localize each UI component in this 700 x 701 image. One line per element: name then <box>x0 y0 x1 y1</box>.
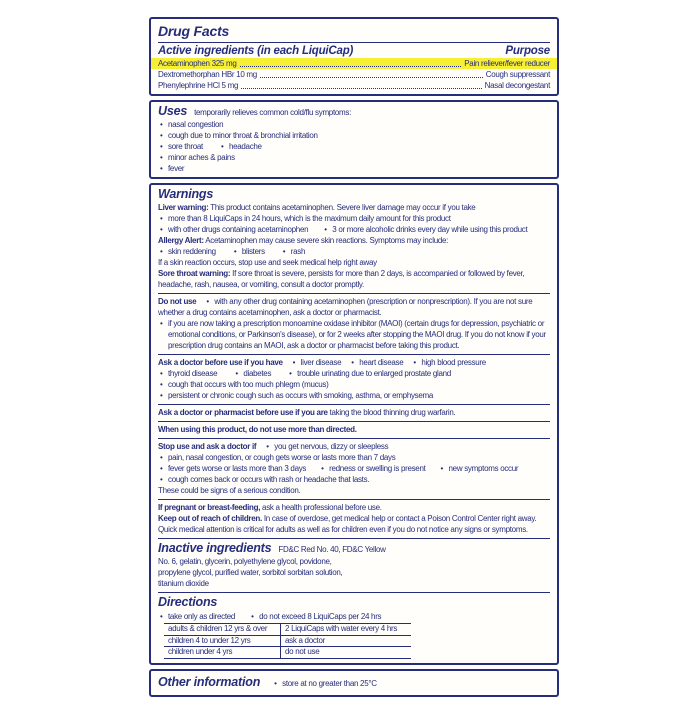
stop-use-item: • fever gets worse or lasts more than 3 days <box>158 463 306 474</box>
keep-out-text: In case of overdose, get medical help or contact a Poison Control Center right away. Quick medical attention is critical for adults as well as for children even if you do not notice any signs or symptoms. <box>158 514 537 534</box>
purpose-heading: Purpose <box>505 45 550 57</box>
ingredient-purpose: Nasal decongestant <box>484 81 550 90</box>
divider <box>158 592 550 593</box>
uses-bullet: • headache <box>219 141 262 152</box>
allergy-alert-text: Acetaminophen may cause severe skin reactions. Symptoms may include: <box>203 236 449 245</box>
condition-item: • heart disease <box>349 358 403 367</box>
uses-heading: Uses <box>158 104 188 118</box>
allergy-alert <box>158 235 550 246</box>
dosage-row <box>164 646 411 659</box>
do-not-use <box>158 296 550 318</box>
stop-use-item: • cough comes back or occurs with rash or headache that lasts. <box>158 474 550 485</box>
condition-item: • persistent or chronic cough such as occurs with smoking, asthma, or emphysema <box>158 390 550 401</box>
allergy-bullet-row <box>158 246 550 257</box>
inactive-ingredients-line: FD&C Red No. 40, FD&C Yellow <box>278 545 386 554</box>
liver-bullet-row <box>158 224 550 235</box>
pregnant-line <box>158 502 550 513</box>
dosage-amount: do not use <box>280 647 411 658</box>
skin-reaction-note: If a skin reaction occurs, stop use and seek medical help right away <box>158 258 377 267</box>
storage-bullet: • store at no greater than 25°C <box>272 678 377 689</box>
directions-bullet: • do not exceed 8 LiquiCaps per 24 hrs <box>249 611 381 622</box>
allergy-bullet: • blisters <box>232 246 265 257</box>
ingredient-row-phenylephrine <box>151 80 557 91</box>
active-ingredients-header <box>158 43 550 58</box>
dosage-who: adults & children 12 yrs & over <box>168 624 268 633</box>
stop-use-line <box>158 441 550 452</box>
condition-item: • thyroid disease <box>158 368 217 379</box>
ingredient-name: Acetaminophen 325 mg <box>158 59 237 68</box>
drug-facts-panel <box>149 17 559 701</box>
directions-heading: Directions <box>158 595 218 609</box>
ask-pharmacist-text: taking the blood thinning drug warfarin. <box>327 408 456 417</box>
dosage-row <box>164 635 411 647</box>
stop-use-lead: Stop use and ask a doctor if <box>158 442 257 451</box>
uses-bullet: • nasal congestion <box>158 119 550 130</box>
inactive-ingredients-line: titanium dioxide <box>158 579 209 588</box>
other-information-row <box>158 673 550 692</box>
uses-bullet: • sore throat <box>158 141 203 152</box>
dosage-row <box>164 623 411 635</box>
divider <box>158 293 550 294</box>
liver-warning-text: This product contains acetaminophen. Severe liver damage may occur if you take <box>208 203 476 212</box>
dosage-who: children 4 to under 12 yrs <box>168 635 251 645</box>
drug-facts-title: Drug Facts <box>158 21 550 43</box>
stop-use-item: • redness or swelling is present <box>319 463 425 474</box>
condition-item: • liver disease <box>291 358 342 367</box>
ask-pharmacist-lead: Ask a doctor or pharmacist before use if you are <box>158 408 328 417</box>
stop-use-bullet-row <box>158 463 550 474</box>
ingredient-name: Phenylephrine HCl 5 mg <box>158 81 239 90</box>
condition-item: • diabetes <box>233 368 271 379</box>
keep-out-of-reach <box>158 513 550 535</box>
dosage-who: children under 4 yrs <box>168 647 233 656</box>
divider <box>158 499 550 500</box>
liver-warning <box>158 202 550 213</box>
divider <box>158 438 550 439</box>
dotted-leader <box>260 77 483 78</box>
inactive-ingredients-heading: Inactive ingredients <box>158 541 272 555</box>
sore-throat-warning <box>158 268 550 290</box>
divider <box>158 404 550 405</box>
stop-use-item: • you get nervous, dizzy or sleepless <box>264 442 388 451</box>
ask-doctor-line <box>158 357 550 368</box>
maoi-bullet: • if you are now taking a prescription monoamine oxidase inhibitor (MAOI) (certain drugs for depression, psychiatric or emotional conditions, or Parkinson's disease), or for 2 weeks after stopping the MAOI drug. If you do not know if your prescription drug contains an MAOI, ask a doctor or pharmacist before taking this product. <box>158 318 550 351</box>
do-not-use-text: • with any other drug containing acetaminophen (prescription or nonprescription). If you are not sure whether a drug contains acetaminophen, ask a doctor or pharmacist. <box>158 297 532 317</box>
ingredient-purpose: Pain reliever/fever reducer <box>464 59 550 68</box>
uses-intro: temporarily relieves common cold/flu symptoms: <box>194 108 352 117</box>
divider <box>158 354 550 355</box>
section-other-information <box>149 669 559 697</box>
ask-doctor-bullet-row <box>158 368 550 379</box>
dotted-leader <box>241 88 482 89</box>
uses-bullet: • minor aches & pains <box>158 152 550 163</box>
divider <box>158 538 550 539</box>
liver-bullet: • more than 8 LiquiCaps in 24 hours, which is the maximum daily amount for this product <box>158 213 550 224</box>
inactive-ingredients-header <box>158 541 550 556</box>
inactive-ingredients-line: No. 6, gelatin, glycerin, polyethylene glycol, povidone, <box>158 557 332 566</box>
divider <box>158 421 550 422</box>
condition-item: • high blood pressure <box>411 358 486 367</box>
when-using-line: When using this product, do not use more than directed. <box>158 425 357 434</box>
section-uses <box>149 100 559 179</box>
directions-bullet: • take only as directed <box>158 611 235 622</box>
pregnant-lead: If pregnant or breast-feeding, <box>158 503 261 512</box>
uses-header <box>158 104 550 119</box>
ingredient-row-dextromethorphan <box>151 69 557 80</box>
ask-doctor-lead: Ask a doctor before use if you have <box>158 358 283 367</box>
condition-item: • trouble urinating due to enlarged prostate gland <box>287 368 451 379</box>
uses-bullet: • fever <box>158 163 550 174</box>
allergy-bullet: • rash <box>281 246 305 257</box>
uses-bullet-row <box>158 141 550 152</box>
inactive-ingredients-line: propylene glycol, purified water, sorbitol sorbitan solution, <box>158 568 343 577</box>
stop-use-item: • pain, nasal congestion, or cough gets worse or lasts more than 7 days <box>158 452 550 463</box>
dosage-amount: ask a doctor <box>280 636 411 647</box>
do-not-use-lead: Do not use <box>158 297 197 306</box>
liver-bullet: • 3 or more alcoholic drinks every day while using this product <box>322 224 527 235</box>
keep-out-lead: Keep out of reach of children. <box>158 514 262 523</box>
liver-warning-lead: Liver warning: <box>158 203 209 212</box>
section-warnings <box>149 183 559 665</box>
sore-throat-lead: Sore throat warning: <box>158 269 231 278</box>
liver-bullet: • with other drugs containing acetaminophen <box>158 224 308 235</box>
condition-item: • cough that occurs with too much phlegm (mucus) <box>158 379 550 390</box>
allergy-bullet: • skin reddening <box>158 246 216 257</box>
directions-bullet-row <box>158 611 550 622</box>
uses-bullet: • cough due to minor throat & bronchial irritation <box>158 130 550 141</box>
serious-condition-note: These could be signs of a serious condition. <box>158 486 301 495</box>
ingredient-row-acetaminophen <box>151 58 557 69</box>
ingredient-purpose: Cough suppressant <box>485 70 550 79</box>
dosage-table <box>164 623 411 659</box>
warnings-heading: Warnings <box>158 187 214 201</box>
allergy-alert-lead: Allergy Alert: <box>158 236 204 245</box>
dosage-amount: 2 LiquiCaps with water every 4 hrs <box>280 624 411 635</box>
section-active-ingredients <box>149 17 559 96</box>
active-ingredients-heading: Active ingredients (in each LiquiCap) <box>158 45 354 57</box>
sore-throat-text: If sore throat is severe, persists for more than 2 days, is accompanied or followed by fever, headache, rash, nausea, or vomiting, consult a doctor promptly. <box>158 269 525 289</box>
other-information-heading: Other information <box>158 674 261 689</box>
pregnant-text: ask a health professional before use. <box>260 503 382 512</box>
stop-use-item: • new symptoms occur <box>439 463 519 474</box>
ask-pharmacist-line <box>158 407 550 418</box>
dotted-leader <box>240 66 462 67</box>
ingredient-name: Dextromethorphan HBr 10 mg <box>158 70 257 79</box>
